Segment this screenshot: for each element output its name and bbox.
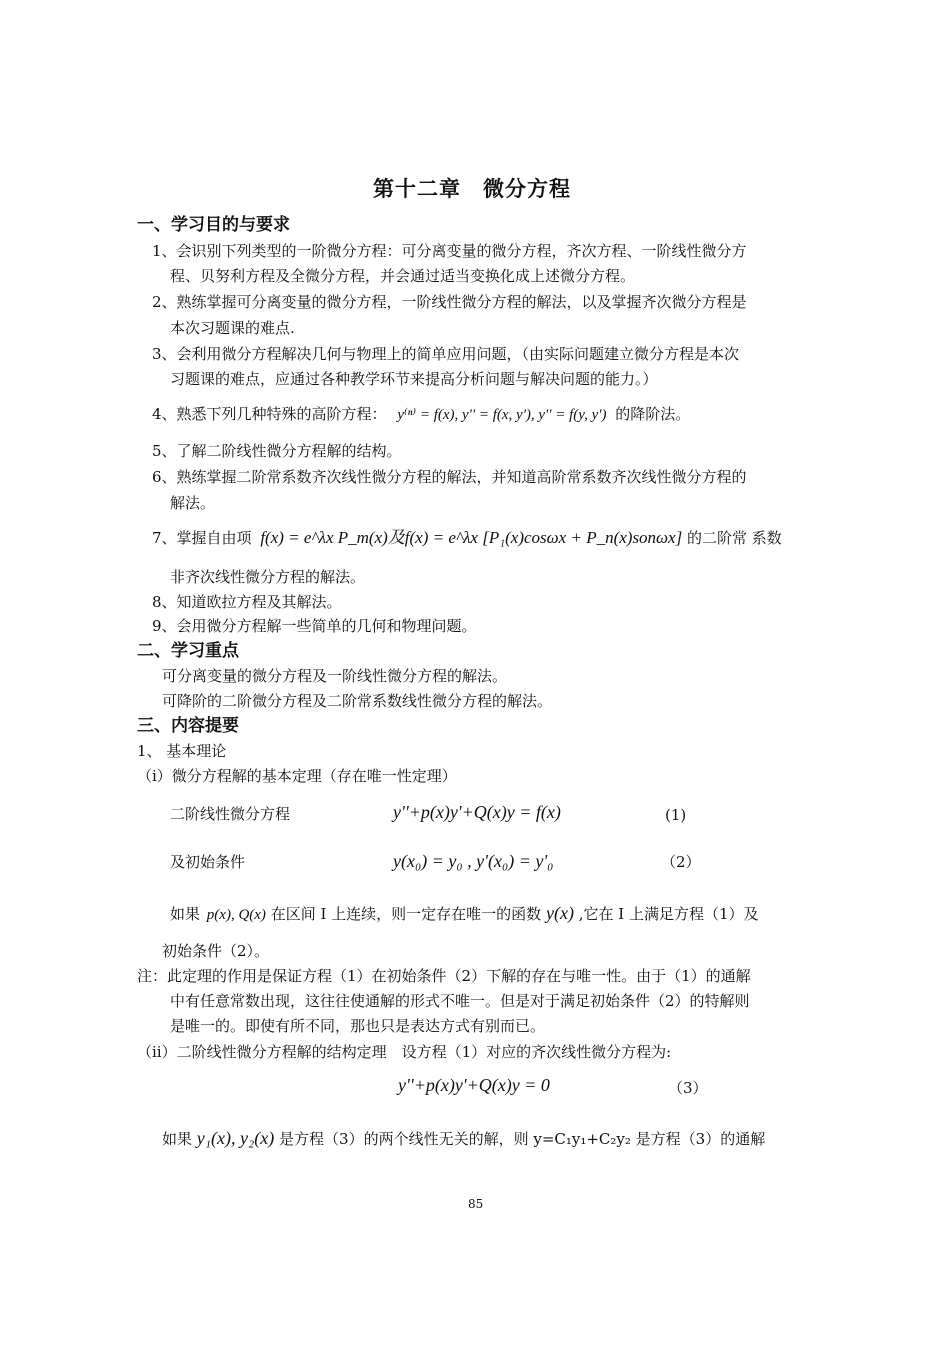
note-line-2: 中有任意常数出现，这往往使通解的形式不唯一。但是对于满足初始条件（2）的特解则 [170,992,750,1010]
equation-1-number: (1) [665,806,687,824]
key-point-1: 可分离变量的微分方程及一阶线性微分方程的解法。 [162,667,508,685]
page-title: 第十二章 微分方程 [373,176,571,201]
section-heading-goals: 一、学习目的与要求 [137,215,290,235]
structure-paragraph-prefix: 如果 [162,1130,193,1148]
goal-item-3-line-2: 习题课的难点，应通过各种教学环节来提高分析问题与解决问题的能力。） [170,370,658,388]
theorem-paragraph-prefix: 如果 [170,905,201,923]
equation-2-label: 及初始条件 [170,853,246,871]
goal-item-7-line-2: 非齐次线性微分方程的解法。 [170,568,366,586]
goal-item-7-prefix: 7、掌握自由项 [152,529,252,547]
equation-2-number: （2） [661,853,701,871]
subheading-structure-theorem: （ⅱ）二阶线性微分方程解的结构定理 设方程（1）对应的齐次线性微分方程为: [137,1043,672,1061]
theorem-paragraph-line-2: 初始条件（2）。 [162,942,270,960]
note-line-1: 注：此定理的作用是保证方程（1）在初始条件（2）下解的存在与唯一性。由于（1）的通解 [137,967,751,985]
theorem-paragraph-formula-2: y(x) [545,903,574,923]
goal-item-8: 8、知道欧拉方程及其解法。 [152,593,342,611]
goal-item-9: 9、会用微分方程解一些简单的几何和物理问题。 [152,617,477,635]
structure-paragraph-suffix: 是方程（3）的两个线性无关的解，则 y=C₁y₁+C₂y₂ 是方程（3）的通解 [279,1130,766,1148]
structure-paragraph [162,1128,765,1150]
theorem-paragraph-formula-1: p(x), Q(x) [206,907,266,923]
subheading-existence-theorem: （ⅰ）微分方程解的基本定理（存在唯一性定理） [137,767,457,785]
subheading-basic-theory: 1、 基本理论 [137,742,227,760]
goal-item-4 [152,405,690,424]
goal-item-7-formula: f(x) = e^λx P_m(x)及f(x) = e^λx [P₁(x)cosωx + P_n(x)sonωx] [260,528,683,547]
goal-item-7 [152,528,782,548]
theorem-paragraph [170,903,759,925]
theorem-paragraph-middle: 在区间 I 上连续，则一定存在唯一的函数 [270,905,542,923]
goal-item-1-line-2: 程、贝努利方程及全微分方程，并会通过适当变换化成上述微分方程。 [170,267,636,285]
equation-1-label: 二阶线性微分方程 [170,805,291,823]
goal-item-3-line-1: 3、会利用微分方程解决几何与物理上的简单应用问题，（由实际问题建立微分方程是本次 [152,345,740,363]
page-number: 85 [468,1197,484,1211]
goal-item-6-line-2: 解法。 [170,494,216,512]
goal-item-4-formula: y⁽ⁿ⁾ = f(x), y'' = f(x, y'), y'' = f(y, y') [397,407,607,423]
goal-item-2-line-1: 2、熟练掌握可分离变量的微分方程，一阶线性微分方程的解法，以及掌握齐次微分方程是 [152,293,747,311]
goal-item-4-prefix: 4、熟悉下列几种特殊的高阶方程： [152,405,387,423]
equation-2: y(x₀) = y₀ , y'(x₀) = y'₀ [393,851,554,871]
goal-item-2-line-2: 本次习题课的难点. [170,319,295,337]
goal-item-1-line-1: 1、会识别下列类型的一阶微分方程：可分离变量的微分方程，齐次方程、一阶线性微分方 [152,242,747,260]
goal-item-5: 5、了解二阶线性微分方程解的结构。 [152,442,402,460]
goal-item-7-suffix: 的二阶常 系数 [687,529,782,547]
theorem-paragraph-suffix: ,它在 I 上满足方程（1）及 [578,905,759,923]
section-heading-summary: 三、内容提要 [137,716,239,736]
equation-1: y''+p(x)y'+Q(x)y = f(x) [393,802,561,822]
goal-item-4-suffix: 的降阶法。 [615,405,691,423]
equation-3-number: （3） [668,1079,708,1097]
goal-item-6-line-1: 6、熟练掌握二阶常系数齐次线性微分方程的解法，并知道高阶常系数齐次线性微分方程的 [152,468,747,486]
note-line-3: 是唯一的。即使有所不同，那也只是表达方式有别而已。 [170,1017,546,1035]
equation-3: y''+p(x)y'+Q(x)y = 0 [398,1075,550,1095]
section-heading-key-points: 二、学习重点 [137,641,239,661]
key-point-2: 可降阶的二阶微分方程及二阶常系数线性微分方程的解法。 [162,692,553,710]
structure-paragraph-formula: y₁(x), y₂(x) [196,1128,275,1148]
